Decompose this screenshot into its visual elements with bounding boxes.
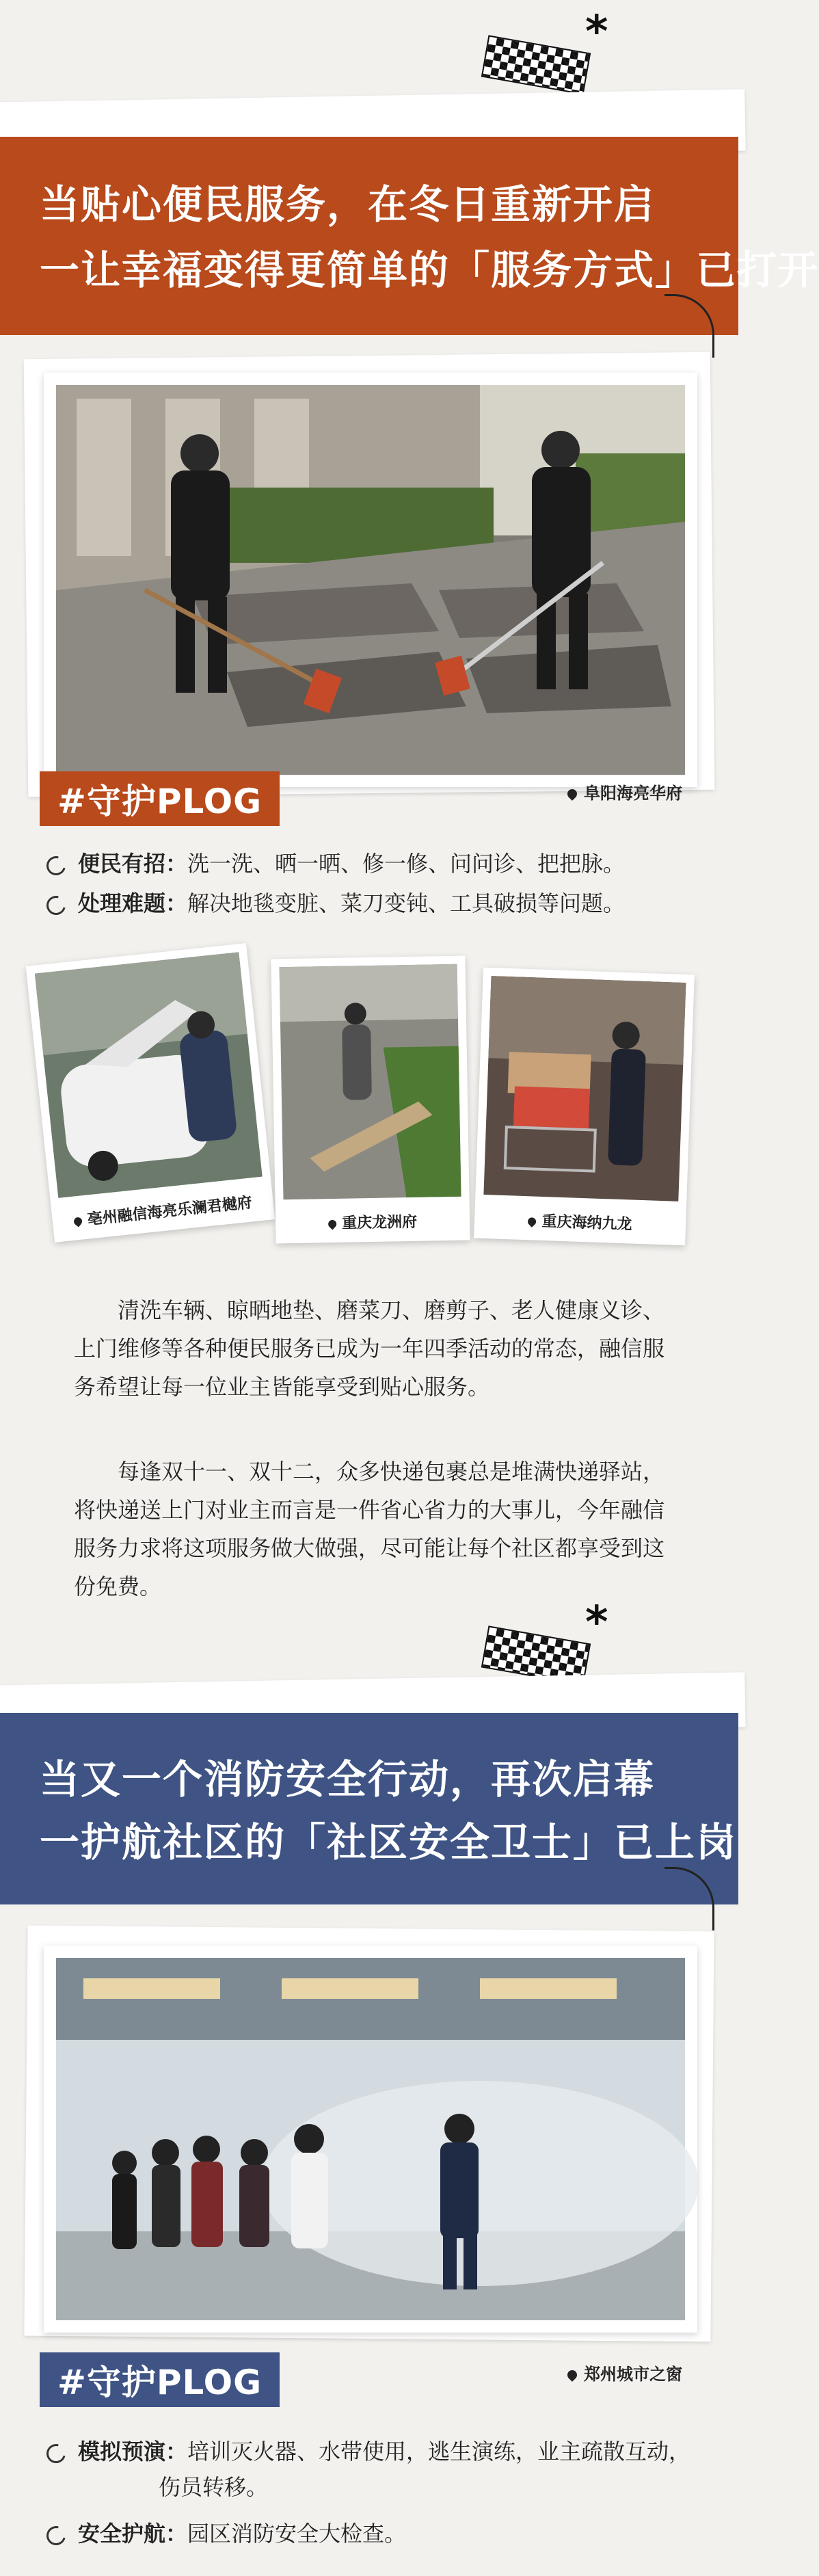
banner-title-line2: 一护航社区的「社区安全卫士」已上岗	[40, 1819, 738, 1865]
photo-car-repair	[35, 952, 263, 1198]
location-pin-icon	[565, 2368, 579, 2382]
bullet-ring-icon	[43, 2522, 69, 2548]
photo-carpet	[280, 964, 461, 1199]
body-paragraph: 每逢双十一、双十二，众多快递包裹总是堆满快递驿站，将快递送上门对业主而言是一件省心省力的大事儿，今年融信服务力求将这项服务做大做强，尽可能让每个社区都享受到这份免费。	[74, 1459, 665, 1599]
polaroid-caption: 亳州融信海亮乐澜君樾府	[51, 1189, 273, 1233]
polaroid-delivery	[474, 968, 695, 1246]
bullet-ring-icon	[43, 852, 69, 878]
photo-delivery-cart	[483, 976, 686, 1201]
polaroid-car-wash	[26, 943, 276, 1243]
location-pin-icon	[327, 1219, 338, 1230]
main-photo-street-cleaning	[56, 385, 685, 775]
banner-title-line1: 当又一个消防安全行动，再次启幕	[40, 1756, 656, 1803]
main-photo-fire-drill	[56, 1958, 685, 2320]
asterisk-icon: *	[585, 7, 608, 57]
polaroid-caption: 重庆海纳九龙	[474, 1208, 686, 1236]
polaroid-carpet-drying	[271, 956, 470, 1244]
plog-tag: #守护PLOG	[40, 771, 280, 826]
section2-banner	[0, 1713, 738, 1904]
bullet-item: 便民有招：洗一洗、晒一晒、修一修、问问诊、把把脉。	[46, 847, 625, 878]
plog-tag: #守护PLOG	[40, 2352, 280, 2407]
bullet-item: 处理难题：解决地毯变脏、菜刀变钝、工具破损等问题。	[46, 886, 625, 918]
photo-location-label: 郑州城市之窗	[567, 2361, 682, 2385]
bullet-item: 安全护航：园区消防安全大检查。	[46, 2517, 406, 2548]
bullet-ring-icon	[43, 892, 69, 918]
location-pin-icon	[565, 787, 579, 801]
banner-title-line1: 当贴心便民服务，在冬日重新开启	[40, 181, 656, 228]
main-photo-frame	[44, 373, 697, 787]
body-paragraph: 清洗车辆、晾晒地垫、磨菜刀、磨剪子、老人健康义诊、上门维修等各种便民服务已成为一年四季活动的常态，融信服务希望让每一位业主皆能享受到贴心服务。	[74, 1297, 665, 1400]
bullet-item-continuation: 伤员转移。	[159, 2474, 269, 2500]
banner-title-line2: 一让幸福变得更简单的「服务方式」已打开	[40, 247, 819, 293]
main-photo-frame	[44, 1946, 697, 2333]
asterisk-icon: *	[585, 1597, 608, 1648]
photo-location-label: 阜阳海亮华府	[567, 780, 682, 804]
bullet-ring-icon	[43, 2440, 69, 2466]
checkered-flag-icon	[481, 35, 591, 94]
bullet-item: 模拟预演：培训灭火器、水带使用，逃生演练，业主疏散互动，	[46, 2434, 690, 2466]
location-pin-icon	[526, 1216, 538, 1227]
location-pin-icon	[72, 1216, 84, 1227]
section1-banner	[0, 137, 819, 335]
polaroid-caption: 重庆龙洲府	[276, 1209, 470, 1234]
